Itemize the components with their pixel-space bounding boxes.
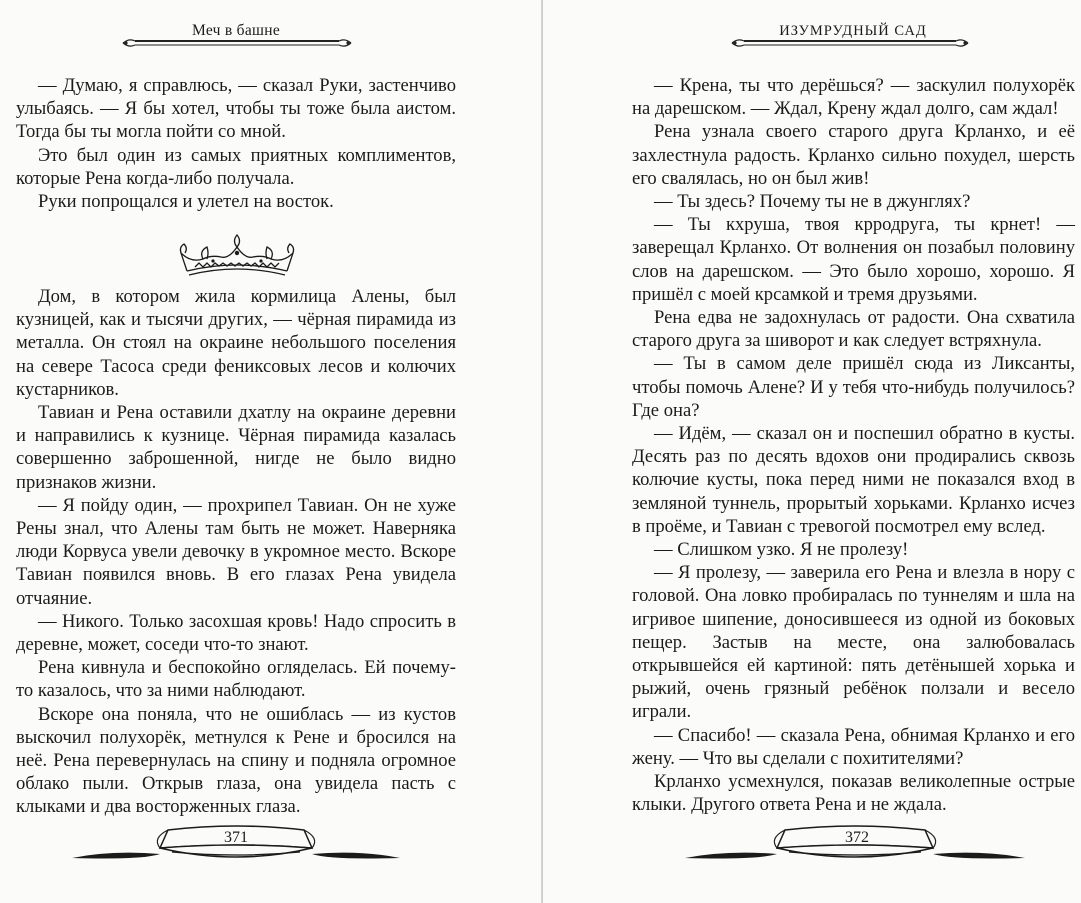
paragraph: — Ты в самом деле пришёл сюда из Ликсанты, чтобы помочь Алене? И у тебя что-нибудь получилось? Где она? xyxy=(632,353,1075,421)
paragraph: — Я пойду один, — прохрипел Тавиан. Он не хуже Рены знал, что Алены там быть не может. Наверняка люди Корвуса увели девочку в укромное место. Вскоре Тавиан появился вновь. В его глазах Рена увидела отчаяние. xyxy=(16,494,456,609)
paragraph: — Идём, — сказал он и поспешил обратно в кусты. Десять раз по десять вдохов они продирались сквозь колючие кусты, пока перед ними не показался вход в земляной туннель, прорытый хорьками. Крланхо исчез в проёме, и Тавиан с тревогой посмотрел ему вслед. xyxy=(632,423,1075,537)
text-section-1 xyxy=(16,74,456,213)
paragraph: Рена кивнула и беспокойно огляделась. Ей почему-то казалось, что за ними наблюдают. xyxy=(16,657,456,702)
header-rule-ornament xyxy=(121,36,353,52)
paragraph: — Ты здесь? Почему ты не в джунглях? xyxy=(654,191,971,213)
book-gutter xyxy=(541,0,543,903)
right-page xyxy=(545,0,1081,903)
paragraph: — Никого. Только засохшая кровь! Надо спросить в деревне, может, соседи что-то знают. xyxy=(16,610,456,656)
paragraph: — Я пролезу, — заверила его Рена и влезла в нору с головой. Она ловко пробиралась по туннелям и шла на игривое шипение, доносившееся из одной из боковых пещер. Застыв на месте, она залюбовалась открывшейся ей картиной: пять детёнышей хорька и рыжий, очень грязный ребёнок ползали и весело играли. xyxy=(632,562,1075,723)
text-section-2 xyxy=(16,285,456,819)
paragraph: — Крена, ты что дерёшься? — заскулил полухорёк на дарешском. — Ждал, Крену ждал долго, сам ждал! xyxy=(632,75,1075,120)
text-section xyxy=(632,74,1075,817)
running-header-left: Меч в башне xyxy=(191,22,281,39)
left-page xyxy=(0,0,540,903)
paragraph: — Думаю, я справлюсь, — сказал Руки, застенчиво улыбаясь. — Я бы хотел, чтобы ты тоже была аистом. Тогда бы ты могла пойти со мной. xyxy=(16,75,456,143)
paragraph: Крланхо усмехнулся, показав великолепные острые клыки. Другого ответа Рена и не ждала. xyxy=(632,771,1075,816)
paragraph: Это был один из самых приятных комплиментов, которые Рена когда-либо получала. xyxy=(16,144,456,189)
running-header-right: ИЗУМРУДНЫЙ САД xyxy=(779,23,927,39)
page-number: 372 xyxy=(845,829,869,846)
paragraph: Руки попрощался и улетел на восток. xyxy=(38,191,334,213)
paragraph: Вскоре она поняла, что не ошиблась — из кустов выскочил полухорёк, метнулся к Рене и бросился на неё. Рена перевернулась на спину и подняла огромное облако пыли. Открыв глаза, она увидела пасть с клыками и два восторженных глаза. xyxy=(16,703,456,818)
header-rule-ornament xyxy=(730,36,970,52)
paragraph: Тавиан и Рена оставили дхатлу на окраине деревни и направились к кузнице. Чёрная пирамида казалась совершенно заброшенной, нигде не было видно признаков жизни. xyxy=(16,402,456,493)
paragraph: — Спасибо! — сказала Рена, обнимая Крланхо и его жену. — Что вы сделали с похитителями? xyxy=(632,724,1075,769)
paragraph: Рена едва не задохнулась от радости. Она схватила старого друга за шиворот и как следует встряхнула. xyxy=(632,307,1075,352)
crown-ornament xyxy=(177,233,297,277)
paragraph: — Слишком узко. Я не пролезу! xyxy=(654,539,909,561)
paragraph: Дом, в котором жила кормилица Алены, был кузницей, как и тысячи других, — чёрная пирамида из металла. Он стоял на окраине небольшого поселения на севере Тасоса среди фениксовых лесов и колючих кустарников. xyxy=(16,286,456,400)
paragraph: — Ты кхруша, твоя крродруга, ты крнет! — заверещал Крланхо. От волнения он позабыл половину слов на дарешском. — Это было хорошо, хорошо. Я пришёл с моей крсамкой и тремя друзьями. xyxy=(632,214,1075,305)
paragraph: Рена узнала своего старого друга Крланхо, и её захлестнула радость. Крланхо сильно похудел, шерсть его свалялась, но он был жив! xyxy=(632,121,1075,189)
page-number: 371 xyxy=(224,829,248,846)
